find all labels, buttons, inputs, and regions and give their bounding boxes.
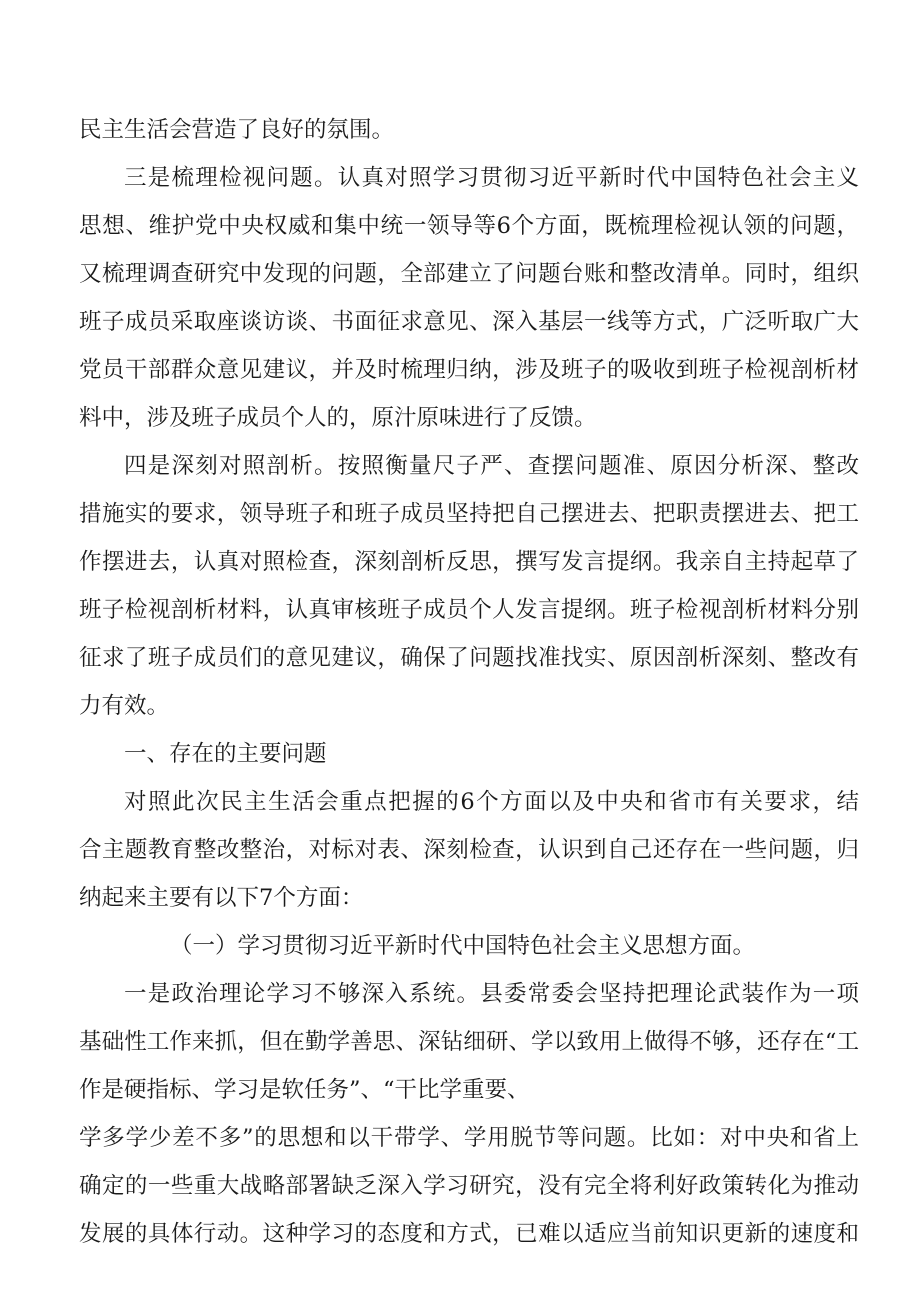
text-line: 班子检视剖析材料，认真审核班子成员个人发言提纲。班子检视剖析材料分别 (79, 597, 859, 623)
text-line: 料中，涉及班子成员个人的，原汁原味进行了反馈。 (79, 405, 597, 431)
subsection-heading: （一）学习贯彻习近平新时代中国特色社会主义思想方面。 (170, 933, 756, 959)
text-line: 民主生活会营造了良好的氛围。 (79, 117, 395, 143)
text-line: 三是梳理检视问题。认真对照学习贯彻习近平新时代中国特色社会主义 (124, 165, 859, 191)
text-line: 征求了班子成员们的意见建议，确保了问题找准找实、原因剖析深刻、整改有 (79, 645, 859, 671)
text-line: 四是深刻对照剖析。按照衡量尺子严、查摆问题准、原因分析深、整改 (124, 453, 859, 479)
text-line: 对照此次民主生活会重点把握的6个方面以及中央和省市有关要求，结 (124, 789, 859, 815)
text-line: 作摆进去，认真对照检查，深刻剖析反思，撰写发言提纲。我亲自主持起草了 (79, 549, 859, 575)
section-heading: 一、存在的主要问题 (124, 741, 327, 767)
text-line: 力有效。 (79, 693, 170, 719)
text-line: 学多学少差不多”的思想和以干带学、学用脱节等问题。比如：对中央和省上 (79, 1125, 859, 1151)
text-line: 党员干部群众意见建议，并及时梳理归纳，涉及班子的吸收到班子检视剖析材 (79, 357, 859, 383)
text-line: 基础性工作来抓，但在勤学善思、深钻细研、学以致用上做得不够，还存在“工 (79, 1029, 859, 1055)
text-line: 班子成员采取座谈访谈、书面征求意见、深入基层一线等方式，广泛听取广大 (79, 309, 859, 335)
text-line: 发展的具体行动。这种学习的态度和方式，已难以适应当前知识更新的速度和 (79, 1221, 859, 1247)
text-line: 作是硬指标、学习是软任务”、“干比学重要、 (79, 1077, 530, 1103)
text-line: 措施实的要求，领导班子和班子成员坚持把自己摆进去、把职责摆进去、把工 (79, 501, 859, 527)
text-line: 合主题教育整改整治，对标对表、深刻检查，认识到自己还存在一些问题，归 (79, 837, 859, 863)
text-line: 又梳理调查研究中发现的问题，全部建立了问题台账和整改清单。同时，组织 (79, 261, 859, 287)
text-line: 确定的一些重大战略部署缺乏深入学习研究，没有完全将利好政策转化为推动 (79, 1173, 859, 1199)
text-line: 一是政治理论学习不够深入系统。县委常委会坚持把理论武装作为一项 (124, 981, 859, 1007)
text-line: 思想、维护党中央权威和集中统一领导等6个方面，既梳理检视认领的问题， (79, 213, 859, 239)
text-line: 纳起来主要有以下7个方面： (79, 885, 364, 911)
